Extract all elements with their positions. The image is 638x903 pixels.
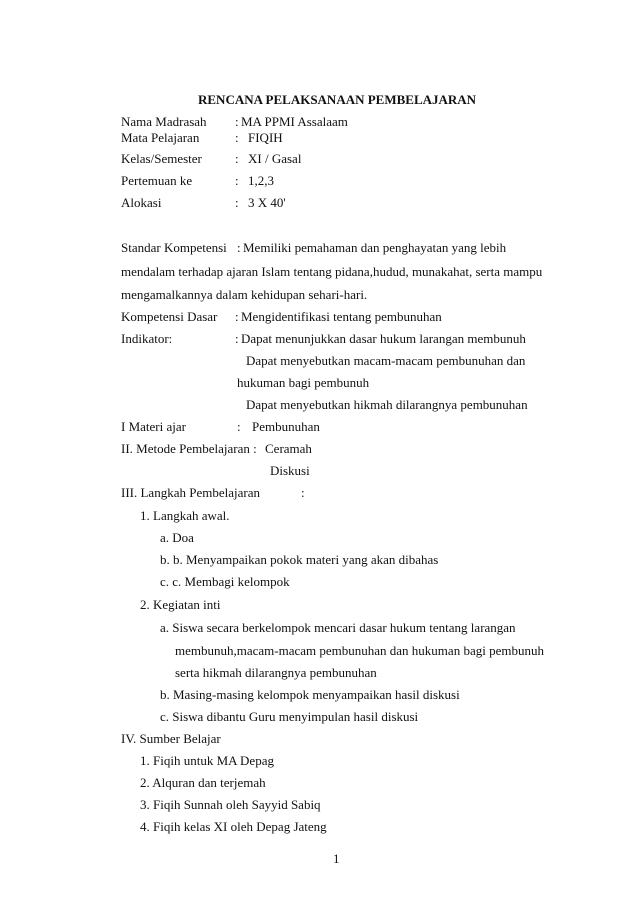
info-label-pertemuan: Pertemuan ke: [121, 173, 193, 188]
indikator-line-1: Dapat menunjukkan dasar hukum larangan membunuh: [241, 331, 526, 346]
info-value-alokasi: 3 X 40': [248, 195, 286, 210]
info-sep-kelas: :: [235, 151, 239, 166]
indikator-line-3: hukuman bagi pembunuh: [237, 375, 370, 390]
info-sep-mapel: :: [235, 130, 239, 145]
langkah-inti-a-line-2: membunuh,macam-macam pembunuhan dan hukuman bagi pembunuh: [175, 643, 544, 658]
kompetensi-value: Mengidentifikasi tentang pembunuhan: [241, 309, 442, 324]
standar-line-1: Memiliki pemahaman dan penghayatan yang lebih: [243, 240, 507, 255]
info-value-madrasah: MA PPMI Assalaam: [241, 114, 348, 129]
kompetensi-sep: :: [235, 309, 239, 324]
sumber-item: 1. Fiqih untuk MA Depag: [140, 753, 274, 768]
langkah-awal-heading: 1. Langkah awal.: [140, 508, 230, 523]
info-label-alokasi: Alokasi: [121, 195, 162, 210]
info-value-mapel: FIQIH: [248, 130, 283, 145]
standar-sep: :: [237, 240, 241, 255]
info-value-pertemuan: 1,2,3: [248, 173, 274, 188]
metode-value-1: Ceramah: [265, 441, 312, 456]
standar-line-3: mengamalkannya dalam kehidupan sehari-hari.: [121, 287, 368, 302]
document-title: RENCANA PELAKSANAAN PEMBELAJARAN: [198, 92, 477, 107]
metode-label: II. Metode Pembelajaran :: [121, 441, 257, 456]
sumber-item: 4. Fiqih kelas XI oleh Depag Jateng: [140, 819, 327, 834]
langkah-inti-a-line-1: a. Siswa secara berkelompok mencari dasar hukum tentang larangan: [160, 620, 516, 635]
info-label-kelas: Kelas/Semester: [121, 151, 202, 166]
langkah-awal-b: b. b. Menyampaikan pokok materi yang akan dibahas: [160, 552, 439, 567]
indikator-line-2: Dapat menyebutkan macam-macam pembunuhan dan: [246, 353, 526, 368]
langkah-sep: :: [301, 485, 305, 500]
kompetensi-label: Kompetensi Dasar: [121, 309, 218, 324]
info-value-kelas: XI / Gasal: [248, 151, 302, 166]
info-sep-alokasi: :: [235, 195, 239, 210]
langkah-awal-a: a. Doa: [160, 530, 194, 545]
indikator-line-4: Dapat menyebutkan hikmah dilarangnya pembunuhan: [246, 397, 528, 412]
langkah-inti-heading: 2. Kegiatan inti: [140, 597, 221, 612]
langkah-inti-b: b. Masing-masing kelompok menyampaikan hasil diskusi: [160, 687, 460, 702]
metode-value-2: Diskusi: [270, 463, 310, 478]
info-sep-madrasah: :: [235, 114, 239, 129]
langkah-label: III. Langkah Pembelajaran: [121, 485, 260, 500]
indikator-sep: :: [235, 331, 239, 346]
langkah-awal-c: c. c. Membagi kelompok: [160, 574, 290, 589]
indikator-label: Indikator:: [121, 331, 173, 346]
standar-line-2: mendalam terhadap ajaran Islam tentang pidana,hudud, munakahat, serta mampu: [121, 264, 543, 279]
sumber-heading: IV. Sumber Belajar: [121, 731, 221, 746]
info-label-madrasah: Nama Madrasah: [121, 114, 207, 129]
materi-sep: :: [237, 419, 241, 434]
page-number: 1: [333, 851, 340, 866]
materi-value: Pembunuhan: [252, 419, 320, 434]
langkah-inti-a-line-3: serta hikmah dilarangnya pembunuhan: [175, 665, 377, 680]
standar-label: Standar Kompetensi: [121, 240, 227, 255]
info-sep-pertemuan: :: [235, 173, 239, 188]
info-label-mapel: Mata Pelajaran: [121, 130, 200, 145]
sumber-item: 3. Fiqih Sunnah oleh Sayyid Sabiq: [140, 797, 321, 812]
materi-label: I Materi ajar: [121, 419, 186, 434]
sumber-item: 2. Alquran dan terjemah: [140, 775, 266, 790]
langkah-inti-c: c. Siswa dibantu Guru menyimpulan hasil diskusi: [160, 709, 419, 724]
